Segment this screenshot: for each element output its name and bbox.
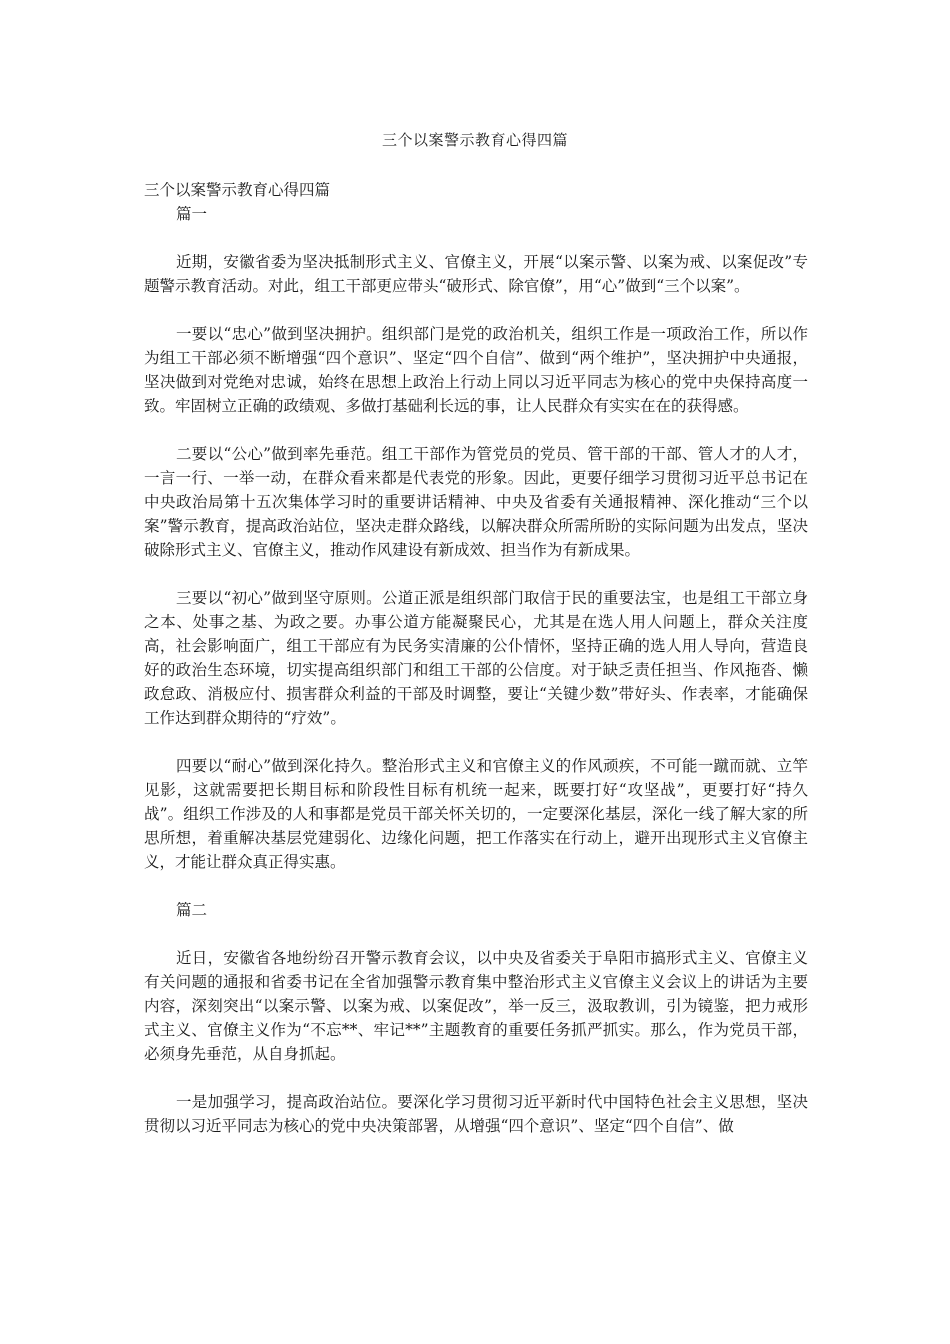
document-title: 三个以案警示教育心得四篇 xyxy=(381,131,568,149)
paragraph: 一要以“忠心”做到坚决拥护。组织部门是党的政治机关，组织工作是一项政治工作，所以作为组工干部必须不断增强“四个意识”、坚定“四个自信”、做到“两个维护”，坚决拥护中央通报，坚决做到对党绝对忠诚，始终在思想上政治上行动上同以习近平同志为核心的党中央保持高度一致。牢固树立正确的政绩观、多做打基础利长远的事，让人民群众有实实在在的获得感。 xyxy=(144,325,808,415)
paragraph: 二要以“公心”做到率先垂范。组工干部作为管党员的党员、管干部的干部、管人才的人才，一言一行、一举一动，在群众看来都是代表党的形象。因此，更要仔细学习贯彻习近平总书记在中央政治局第十五次集体学习时的重要讲话精神、中央及省委有关通报精神、深化推动“三个以案”警示教育，提高政治站位，坚决走群众路线，以解决群众所需所盼的实际问题为出发点，坚决破除形式主义、官僚主义，推动作风建设有新成效、担当作为有新成果。 xyxy=(144,445,808,559)
document-body xyxy=(144,178,808,1138)
paragraph: 一是加强学习，提高政治站位。要深化学习贯彻习近平新时代中国特色社会主义思想，坚决贯彻以习近平同志为核心的党中央决策部署，从增强“四个意识”、坚定“四个自信”、做 xyxy=(144,1093,808,1135)
paragraph: 三要以“初心”做到坚守原则。公道正派是组织部门取信于民的重要法宝，也是组工干部立身之本、处事之基、为政之要。办事公道方能凝聚民心，尤其是在选人用人问题上，群众关注度高，社会影响面广，组工干部应有为民务实清廉的公仆情怀，坚持正确的选人用人导向，营造良好的政治生态环境，切实提高组织部门和组工干部的公信度。对于缺乏责任担当、作风拖沓、懒政怠政、消极应付、损害群众利益的干部及时调整，要让“关键少数”带好头、作表率，才能确保工作达到群众期待的“疗效”。 xyxy=(144,589,808,727)
paragraph: 四要以“耐心”做到深化持久。整治形式主义和官僚主义的作风顽疾，不可能一蹴而就、立竿见影，这就需要把长期目标和阶段性目标有机统一起来，既要打好“攻坚战”，更要打好“持久战”。组织工作涉及的人和事都是党员干部关怀关切的，一定要深化基层，深化一线了解大家的所思所想，着重解决基层党建弱化、边缘化问题，把工作落实在行动上，避开出现形式主义官僚主义，才能让群众真正得实惠。 xyxy=(144,757,808,871)
paragraph: 近期，安徽省委为坚决抵制形式主义、官僚主义，开展“以案示警、以案为戒、以案促改”专题警示教育活动。对此，组工干部更应带头“破形式、除官僚”，用“心”做到“三个以案”。 xyxy=(144,253,808,295)
document-subtitle: 三个以案警示教育心得四篇 xyxy=(144,181,331,199)
paragraph: 近日，安徽省各地纷纷召开警示教育会议，以中央及省委关于阜阳市搞形式主义、官僚主义有关问题的通报和省委书记在全省加强警示教育集中整治形式主义官僚主义会议上的讲话为主要内容，深刻突出“以案示警、以案为戒、以案促改”，举一反三，汲取教训，引为镜鉴，把力戒形式主义、官僚主义作为“不忘**、牢记**”主题教育的重要任务抓严抓实。那么，作为党员干部，必须身先垂范，从自身抓起。 xyxy=(144,949,808,1063)
section-heading-1: 篇一 xyxy=(176,205,208,223)
section-heading-2: 篇二 xyxy=(176,901,208,919)
